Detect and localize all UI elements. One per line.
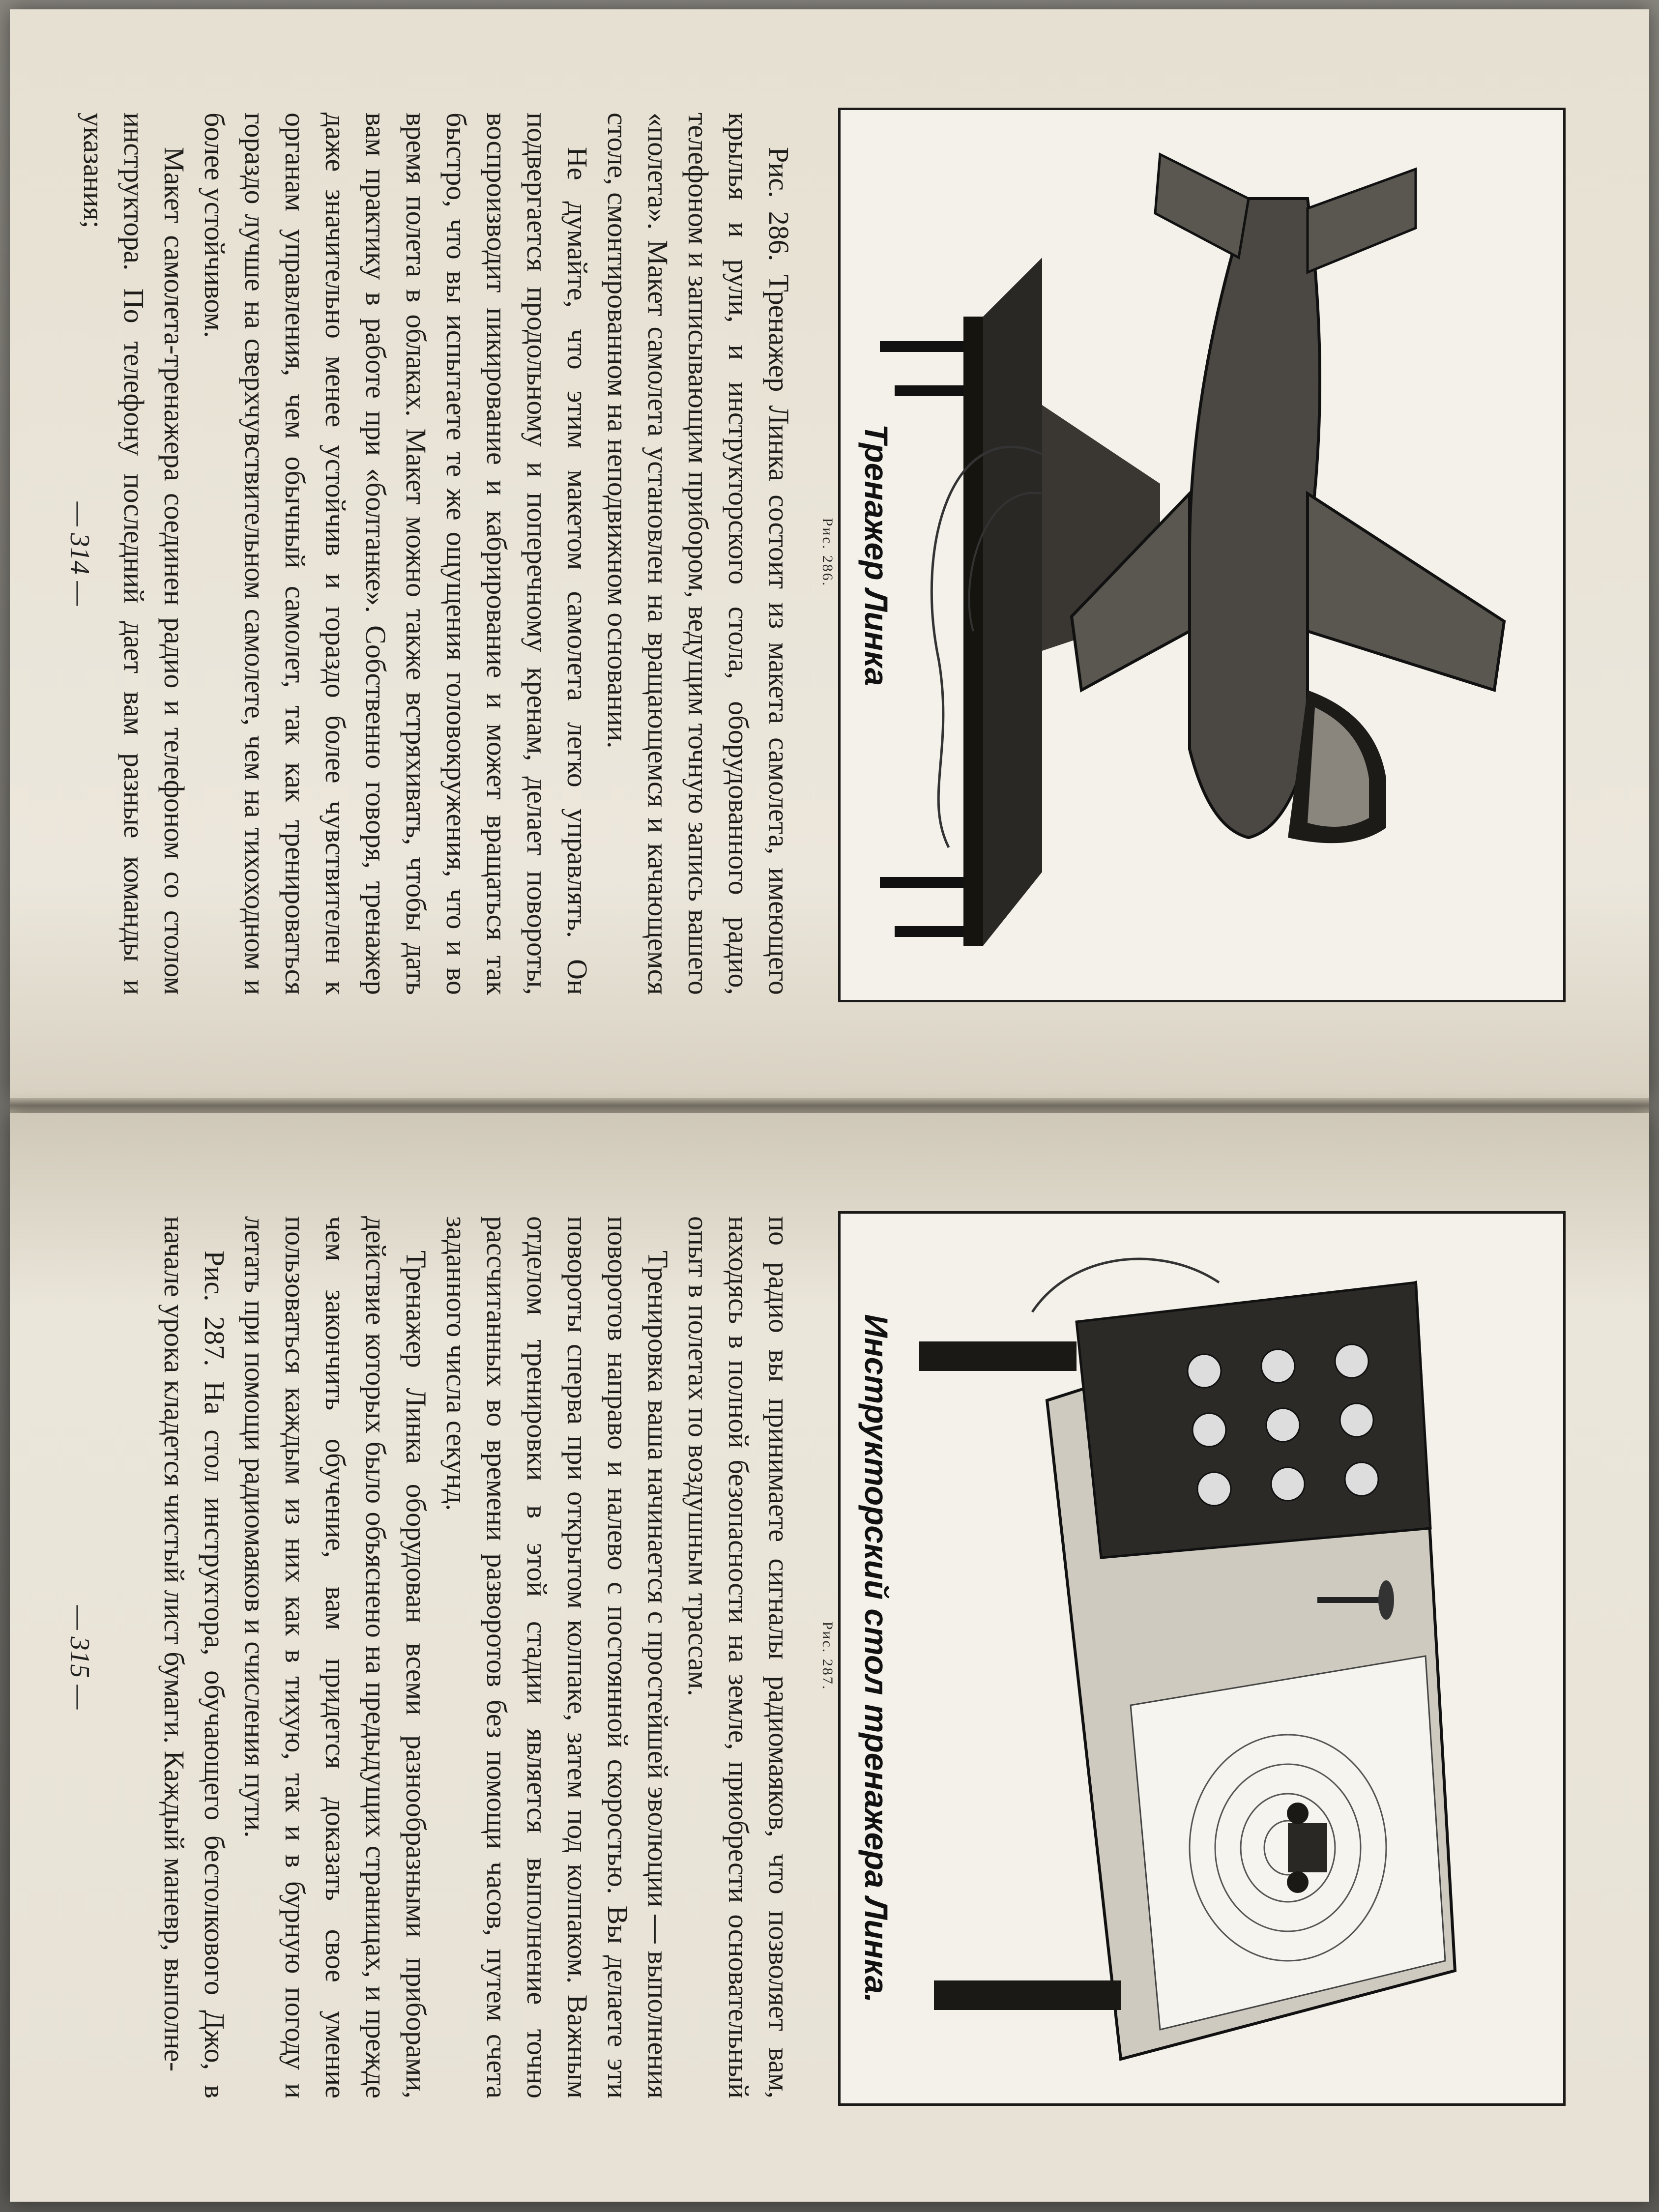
paragraph: Тренажер Линка оборудован всеми разнообразными приборами, действие которых было объяснено на предыдущих страницах, и прежде чем закончить обучение, вам придется доказать свое умение пользоваться каждым из них как в тихую, так и в бурную погоду и летать при помощи радиомаяков и счисления пути. bbox=[239, 1216, 432, 2098]
figure-title: Тренажер Линка bbox=[858, 424, 895, 686]
book-gutter bbox=[10, 1098, 1649, 1113]
figure-number: Рис. 287. bbox=[819, 1621, 836, 1691]
figure-title: Инструкторский стол тренажера Линка. bbox=[858, 1314, 895, 2003]
figure-link-trainer bbox=[838, 108, 1566, 1002]
instructor-table-illustration bbox=[841, 1214, 1563, 2103]
figure-instructor-table bbox=[838, 1211, 1566, 2106]
right-page bbox=[10, 1113, 1649, 2202]
figure-number: Рис. 286. bbox=[819, 518, 836, 587]
link-trainer-illustration bbox=[841, 110, 1563, 1000]
body-text bbox=[73, 113, 799, 995]
page-number: — 314 — bbox=[64, 501, 95, 606]
left-page bbox=[10, 9, 1649, 1098]
paragraph: по радио вы принимаете сигналы радиомаяков, что позволяет вам, находясь в полной безопасности на земле, приобрести основательный опыт в полетах по воздушным трассам. bbox=[682, 1216, 795, 2098]
paragraph: Не думайте, что этим макетом самолета легко управлять. Он подвергается продольному и поперечному кренам, делает повороты, воспроизводит пикирование и кабрирование и может вращаться так быстро, что вы испытаете те же ощущения головокружения, что и во время полета в облаках. Макет можно также встряхивать, чтобы дать вам практику в работе при «болтанке». Собственно говоря, тренажер даже значительно менее устойчив и гораздо более чувствителен к органам управления, чем обычный самолет, так как тренироваться гораздо лучше на сверхчувствительном самолете, чем на тихоходном и более устойчивом. bbox=[199, 113, 593, 995]
page-number: — 315 — bbox=[64, 1605, 95, 1710]
paragraph: Макет самолета-тренажера соединен радио и телефоном со столом инструктора. По телефону последний дает вам разные команды и указания; bbox=[78, 113, 190, 995]
paragraph: Рис. 286. Тренажер Линка состоит из макета самолета, имеющего крылья и рули, и инструкторского стола, оборудованного радио, телефоном и записывающим прибором, ведущим точную запись вашего «полета». Макет самолета установлен на вращающемся и качающемся столе, смонтированном на неподвижном основании. bbox=[602, 113, 795, 995]
paragraph: Рис. 287. На стол инструктора, обучающего бестолкового Джо, в начале урока кладется чистый лист бумаги. Каждый маневр, выполне- bbox=[158, 1216, 231, 2098]
body-text bbox=[154, 1216, 799, 2098]
paragraph: Тренировка ваша начинается с простейшей эволюции — выполнения поворотов направо и налево с постоянной скоростью. Вы делаете эти повороты сперва при открытом колпаке, затем под колпаком. Важным отделом тренировки в этой стадии является выполнение точно рассчитанных во времени разворотов без помощи часов, путем счета заданного числа секунд. bbox=[440, 1216, 674, 2098]
